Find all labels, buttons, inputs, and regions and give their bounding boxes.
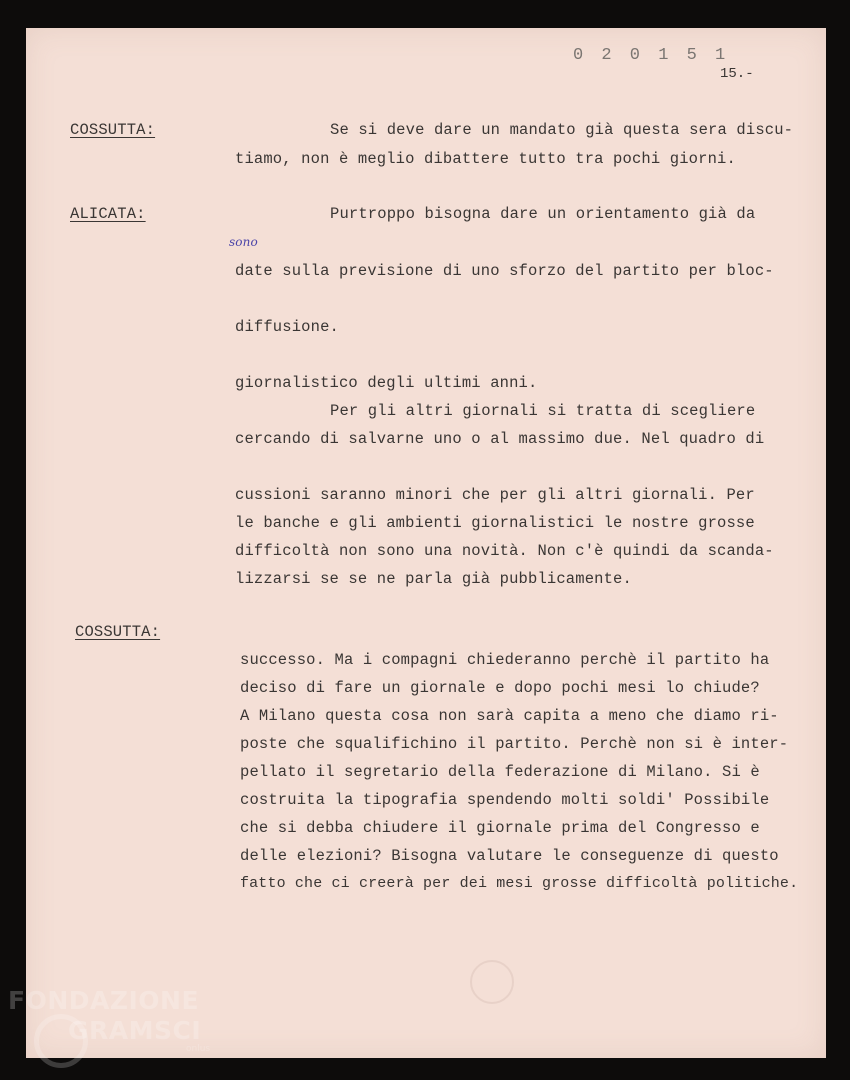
watermark-suffix: onlus <box>186 1044 211 1054</box>
text-line: lizzarsi se se ne parla già pubblicamente. <box>235 570 632 588</box>
text-line: difficoltà non sono una novità. Non c'è quindi da scanda- <box>235 542 774 560</box>
text-line: costruita la tipografia spendendo molti soldi' Possibile <box>240 791 770 809</box>
archive-code: 0 2 0 1 5 1 <box>573 46 730 65</box>
text-line: cercando di salvarne uno o al massimo due. Nel quadro di <box>235 430 765 448</box>
page-number: 15.- <box>720 66 754 82</box>
watermark-line1: FONDAZIONE <box>8 986 200 1015</box>
text-line: deciso di fare un giornale e dopo pochi mesi lo chiude? <box>240 679 760 697</box>
text-line: Purtroppo bisogna dare un orientamento già da <box>330 205 756 223</box>
text-line: cussioni saranno minori che per gli altri giornali. Per <box>235 486 755 504</box>
fondazione-gramsci-watermark <box>8 986 211 1066</box>
text-line: fatto che ci creerà per dei mesi grosse difficoltà politiche. <box>240 875 799 892</box>
speaker-label: COSSUTTA: <box>70 121 156 139</box>
paper-stamp-ghost <box>470 960 514 1004</box>
text-line: Se si deve dare un mandato già questa sera discu- <box>330 121 794 139</box>
speaker-label: ALICATA: <box>70 205 146 223</box>
text-line: A Milano questa cosa non sarà capita a meno che diamo ri- <box>240 707 779 725</box>
text-line: pellato il segretario della federazione di Milano. Si è <box>240 763 760 781</box>
text-line: giornalistico degli ultimi anni. <box>235 374 538 392</box>
text-line: date sulla previsione di uno sforzo del partito per bloc- <box>235 262 774 280</box>
text-line: tiamo, non è meglio dibattere tutto tra pochi giorni. <box>235 150 736 168</box>
text-line: diffusione. <box>235 318 339 336</box>
text-line: che si debba chiudere il giornale prima del Congresso e <box>240 819 760 837</box>
text-line: successo. Ma i compagni chiederanno perchè il partito ha <box>240 651 770 669</box>
text-line: delle elezioni? Bisogna valutare le conseguenze di questo <box>240 847 779 865</box>
text-line: Per gli altri giornali si tratta di scegliere <box>330 402 756 420</box>
speaker-label: COSSUTTA: <box>75 623 161 641</box>
watermark-line2: GRAMSCI <box>68 1016 202 1045</box>
text-line: poste che squalifichino il partito. Perchè non si è inter- <box>240 735 789 753</box>
text-line: le banche e gli ambienti giornalistici le nostre grosse <box>235 514 755 532</box>
